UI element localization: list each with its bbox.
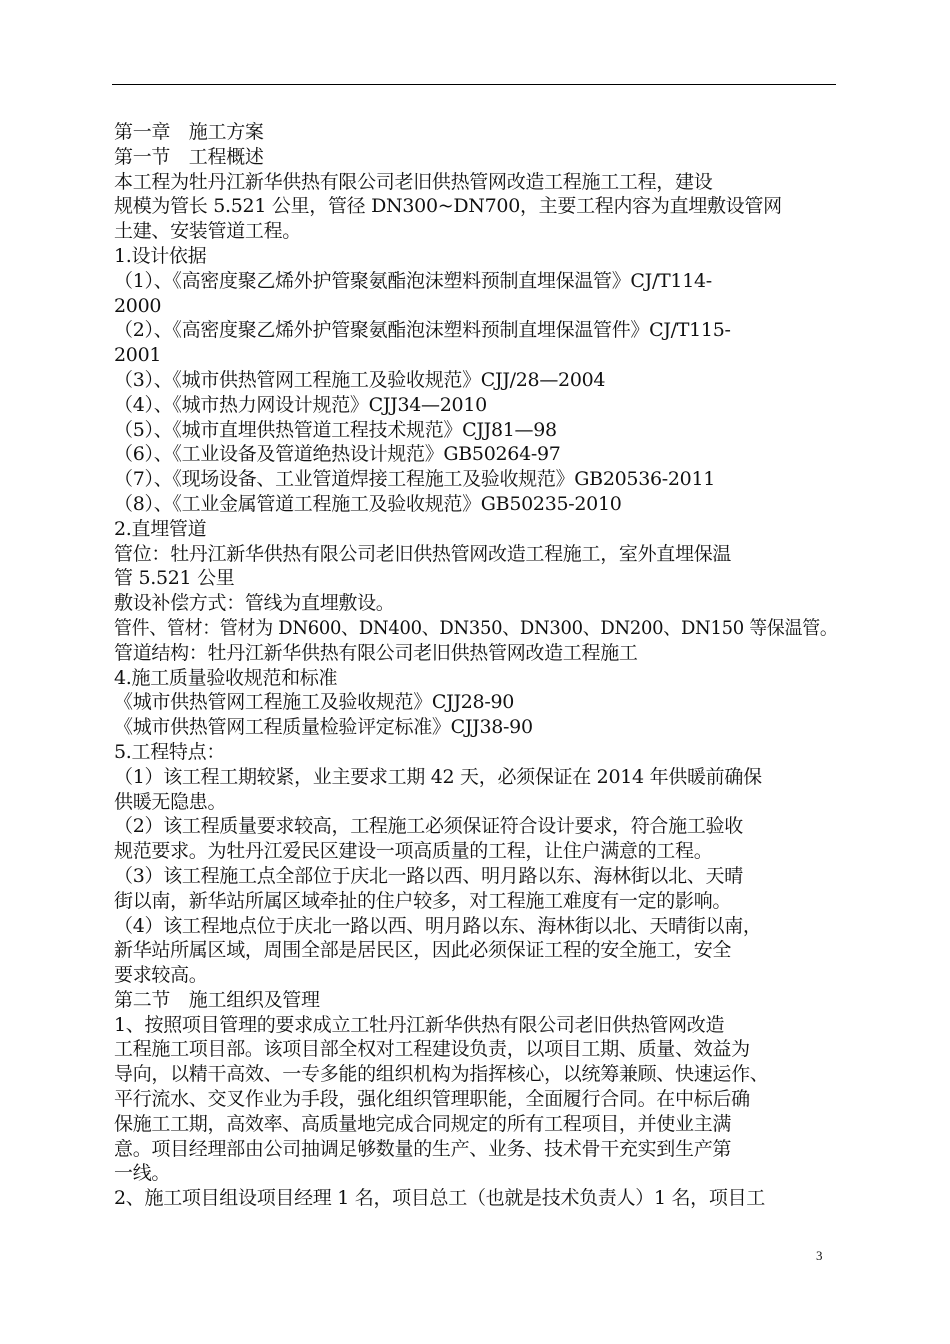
text-line: （8）、《工业金属管道工程施工及验收规范》GB50235-2010 <box>114 492 622 515</box>
text-line: （1）、《高密度聚乙烯外护管聚氨酯泡沫塑料预制直埋保温管》CJ/T114- <box>114 269 712 292</box>
text-line: 管道结构：牡丹江新华供热有限公司老旧供热管网改造工程施工 <box>114 641 638 664</box>
text-line: 1、按照项目管理的要求成立工牡丹江新华供热有限公司老旧供热管网改造 <box>114 1013 725 1036</box>
text-line: 2、施工项目组设项目经理 1 名，项目总工（也就是技术负责人）1 名，项目工 <box>114 1187 765 1210</box>
text-line: 工程施工项目部。该项目部全权对工程建设负责，以项目工期、质量、效益为 <box>114 1038 750 1061</box>
text-line: 4.施工质量验收规范和标准 <box>114 666 338 689</box>
text-line: 《城市供热管网工程质量检验评定标准》CJJ38-90 <box>114 716 533 739</box>
text-line: 2.直埋管道 <box>114 517 207 540</box>
text-line: 5.工程特点： <box>114 740 226 763</box>
text-line: 2001 <box>114 344 162 367</box>
text-line: 规模为管长 5.521 公里，管径 DN300~DN700，主要工程内容为直埋敷设管网 <box>114 195 782 218</box>
text-line: （3）、《城市供热管网工程施工及验收规范》CJJ/28—2004 <box>114 368 606 391</box>
text-line: 一线。 <box>114 1162 171 1185</box>
text-line: （3）该工程施工点全部位于庆北一路以西、明月路以东、海林街以北、天晴 <box>114 864 743 887</box>
text-line: 第一章 施工方案 <box>114 121 264 143</box>
text-line: （2）、《高密度聚乙烯外护管聚氨酯泡沫塑料预制直埋保温管件》CJ/T115- <box>114 319 731 342</box>
text-line: （1）该工程工期较紧，业主要求工期 42 天，必须保证在 2014 年供暖前确保 <box>114 765 762 788</box>
text-line: （6）、《工业设备及管道绝热设计规范》GB50264-97 <box>114 443 561 466</box>
text-line: 意。项目经理部由公司抽调足够数量的生产、业务、技术骨干充实到生产第 <box>114 1137 732 1160</box>
text-line: 管位：牡丹江新华供热有限公司老旧供热管网改造工程施工，室外直埋保温 <box>114 542 732 565</box>
text-line: （4）该工程地点位于庆北一路以西、明月路以东、海林街以北、天晴街以南， <box>114 914 762 937</box>
text-line: 敷设补偿方式：管线为直埋敷设。 <box>114 592 395 615</box>
text-line: 保施工工期，高效率、高质量地完成合同规定的所有工程项目，并使业主满 <box>114 1112 732 1135</box>
text-line: （4）、《城市热力网设计规范》CJJ34—2010 <box>114 393 487 416</box>
text-line: 新华站所属区域，周围全部是居民区，因此必须保证工程的安全施工，安全 <box>114 939 732 962</box>
text-line: 管 5.521 公里 <box>114 567 235 590</box>
text-line: 土建、安装管道工程。 <box>114 220 302 243</box>
header-rule <box>112 84 836 85</box>
text-line: 第一节 工程概述 <box>114 145 264 168</box>
document-body <box>114 120 838 1211</box>
text-line: 供暖无隐患。 <box>114 790 227 813</box>
text-line: （2）该工程质量要求较高，工程施工必须保证符合设计要求，符合施工验收 <box>114 815 743 838</box>
text-line: 《城市供热管网工程施工及验收规范》CJJ28-90 <box>114 691 515 714</box>
text-line: 导向，以精干高效、一专多能的组织机构为指挥核心，以统筹兼顾、快速运作、 <box>114 1063 769 1086</box>
text-line: 规范要求。为牡丹江爱民区建设一项高质量的工程，让住户满意的工程。 <box>114 840 713 863</box>
text-line: 平行流水、交叉作业为手段，强化组织管理职能，全面履行合同。在中标后确 <box>114 1088 750 1111</box>
text-line: 第二节 施工组织及管理 <box>114 988 320 1011</box>
text-line: 1.设计依据 <box>114 244 207 267</box>
text-line: 本工程为牡丹江新华供热有限公司老旧供热管网改造工程施工工程，建设 <box>114 170 713 193</box>
text-line: 2000 <box>114 294 162 317</box>
text-line: 要求较高。 <box>114 964 208 987</box>
text-line: 管件、管材：管材为 DN600、DN400、DN350、DN300、DN200、DN150 等保温管。 <box>114 616 838 639</box>
page-number: 3 <box>816 1248 823 1263</box>
text-line: （7）、《现场设备、工业管道焊接工程施工及验收规范》GB20536-2011 <box>114 468 716 491</box>
text-line: 街以南，新华站所属区域牵扯的住户较多，对工程施工难度有一定的影响。 <box>114 889 732 912</box>
text-line: （5）、《城市直埋供热管道工程技术规范》CJJ81—98 <box>114 418 557 441</box>
